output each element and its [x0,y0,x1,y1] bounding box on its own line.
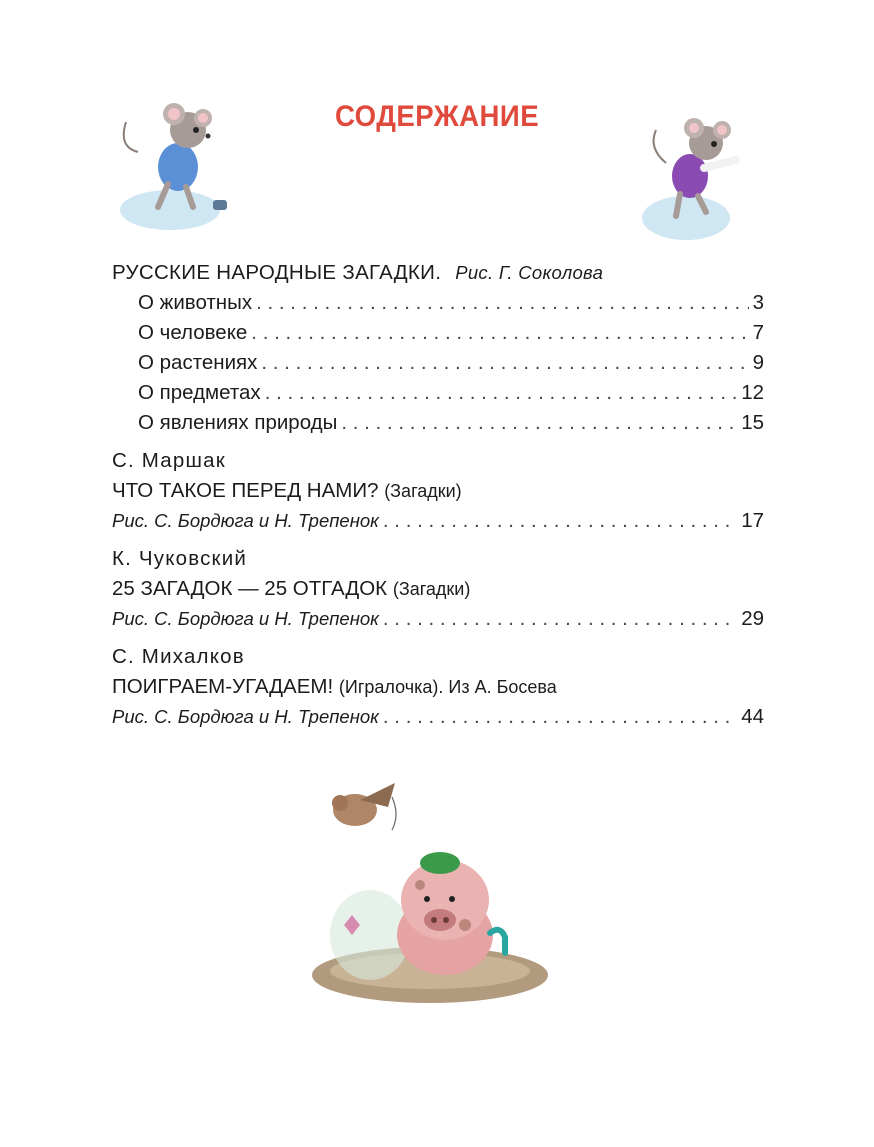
toc-entry[interactable] [112,348,764,378]
leader-dots [383,604,737,634]
leader-dots [265,378,738,408]
mouse-illustration-left [108,92,258,242]
illustrator-credit: Рис. С. Бордюга и Н. Трепенок [112,510,379,531]
work-title: 25 ЗАГАДОК — 25 ОТГАДОК [112,577,388,600]
entry-label: О предметах [138,381,261,404]
work-note: (Загадки) [384,481,462,501]
work-title: ПОИГРАЕМ-УГАДАЕМ! [112,675,334,698]
work-title: ЧТО ТАКОЕ ПЕРЕД НАМИ? [112,479,379,502]
author-name: С. Михалков [112,645,245,668]
page-number: 12 [741,381,764,404]
illustrator-credit: Рис. С. Бордюга и Н. Трепенок [112,706,379,727]
mouse-illustration-right [636,108,760,246]
leader-dots [341,408,737,438]
table-of-contents [112,258,764,732]
toc-entry[interactable] [112,318,764,348]
work-note: (Игралочка). Из А. Босева [338,677,557,697]
page-number: 29 [741,607,764,630]
work-title-line [112,574,764,604]
leader-dots [256,288,748,318]
page-number: 15 [741,411,764,434]
page-title: СОДЕРЖАНИЕ [334,100,540,133]
page-number: 7 [752,321,764,344]
illustrator-credit: Рис. Г. Соколова [455,262,604,283]
toc-entry[interactable] [112,378,764,408]
pig-and-bird-illustration [300,775,550,1010]
work-title-line [112,672,764,702]
work-note: (Загадки) [392,579,471,599]
entry-label: О животных [138,291,253,314]
entry-label: О растениях [138,351,258,374]
toc-entry[interactable] [112,702,764,732]
section-heading [112,258,764,288]
author-name: К. Чуковский [112,547,248,570]
page-number: 3 [752,291,764,314]
page-number: 44 [741,705,764,728]
author-name: С. Маршак [112,449,226,472]
leader-dots [261,348,748,378]
toc-entry[interactable] [112,506,764,536]
leader-dots [383,506,737,536]
page-number: 17 [741,509,764,532]
illustrator-credit: Рис. С. Бордюга и Н. Трепенок [112,608,379,629]
entry-label: О человеке [138,321,248,344]
page-number: 9 [752,351,764,374]
leader-dots [251,318,748,348]
toc-entry[interactable] [112,604,764,634]
work-title-line [112,476,764,506]
section-title: РУССКИЕ НАРОДНЫЕ ЗАГАДКИ. [112,261,442,284]
entry-label: О явлениях природы [138,411,338,434]
leader-dots [383,702,737,732]
toc-entry[interactable] [112,288,764,318]
toc-entry[interactable] [112,408,764,438]
